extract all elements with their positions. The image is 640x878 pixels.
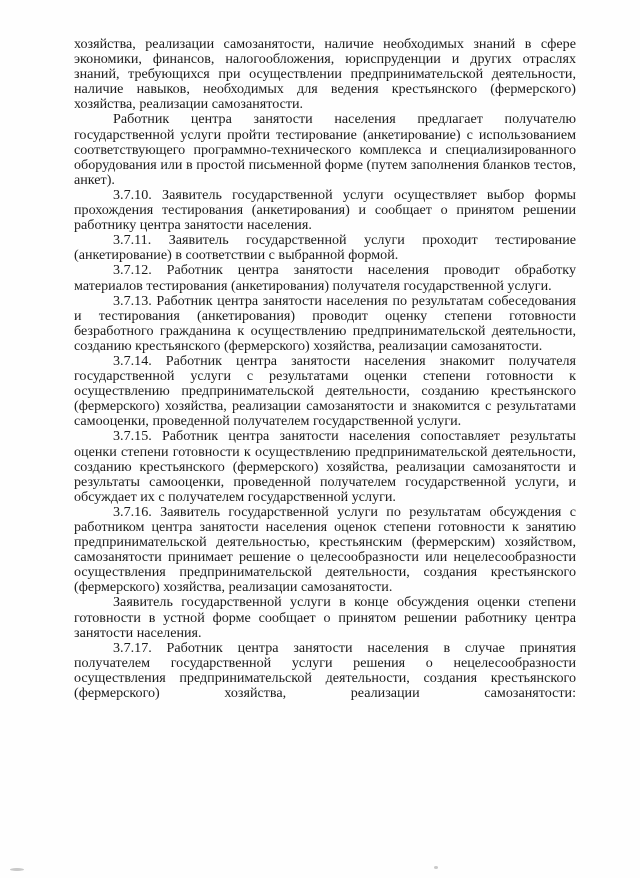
paragraph-continuation: хозяйства, реализации самозанятости, наличие необходимых знаний в сфере экономики, финансов, налогообложения, юриспруденции и других отраслях знаний, требующихся при осуществлении предпринимательской деятельности, наличие навыков, необходимых для ведения крестьянского (фермерского) хозяйства, реализации самозанятости. xyxy=(74,36,576,113)
paragraph-3-7-10: 3.7.10. Заявитель государственной услуги осуществляет выбор формы прохождения тестирования (анкетирования) и сообщает о принятом решении работнику центра занятости населения. xyxy=(74,186,576,234)
paragraph-3-7-11: 3.7.11. Заявитель государственной услуги проходит тестирование (анкетирование) в соответствии с выбранной формой. xyxy=(74,232,576,264)
paragraph-testing-offer: Работник центра занятости населения предлагает получателю государственной услуги пройти тестирование (анкетирование) с использованием соответствующего программно-технического комплекса и специализированного оборудования или в простой письменной форме (путем заполнения бланков тестов, анкет). xyxy=(74,111,576,188)
paragraph-3-7-12: 3.7.12. Работник центра занятости населения проводит обработку материалов тестирования (анкетирования) получателя государственной услуги. xyxy=(74,262,576,294)
paragraph-3-7-14: 3.7.14. Работник центра занятости населения знакомит получателя государственной услуги с результатами оценки степени готовности к осуществлению предпринимательской деятельности, созданию крестьянского (фермерского) хозяйства, реализации самозанятости и знакомится с результатами самооценки, проведенной получателем государственной услуги. xyxy=(74,352,576,430)
paragraph-3-7-17: 3.7.17. Работник центра занятости населения в случае принятия получателем государственной услуги решения о нецелесообразности осуществления предпринимательской деятельности, создания крестьянского (фермерского) хозяйства, реализации самозанятости: xyxy=(74,639,576,702)
paragraph-decision-report: Заявитель государственной услуги в конце обсуждения оценки степени готовности в устной форме сообщает о принятом решении работнику центра занятости населения. xyxy=(74,594,576,641)
paragraph-3-7-15: 3.7.15. Работник центра занятости населения сопоставляет результаты оценки степени готовности к осуществлению предпринимательской деятельности, созданию крестьянского (фермерского) хозяйства, реализации самозанятости и результаты самооценки, проведенной получателем государственной услуги, и обсуждает их с получателем государственной услуги. xyxy=(74,428,576,505)
paragraph-3-7-13: 3.7.13. Работник центра занятости населения по результатам собеседования и тестирования (анкетирования) проводит оценку степени готовности безработного гражданина к осуществлению предпринимательской деятельности, созданию крестьянского (фермерского) хозяйства, реализации самозанятости. xyxy=(74,292,576,354)
scan-artifact xyxy=(10,868,24,871)
scan-artifact xyxy=(434,866,438,869)
document-body xyxy=(74,37,576,701)
paragraph-3-7-16: 3.7.16. Заявитель государственной услуги по результатам обсуждения с работником центра занятости населения оценок степени готовности к занятию предпринимательской деятельностью, крестьянским (фермерским) хозяйством, самозанятости принимает решение о целесообразности или нецелесообразности осуществления предпринимательской деятельности, создания крестьянского (фермерского) хозяйства, реализации самозанятости. xyxy=(74,503,576,596)
